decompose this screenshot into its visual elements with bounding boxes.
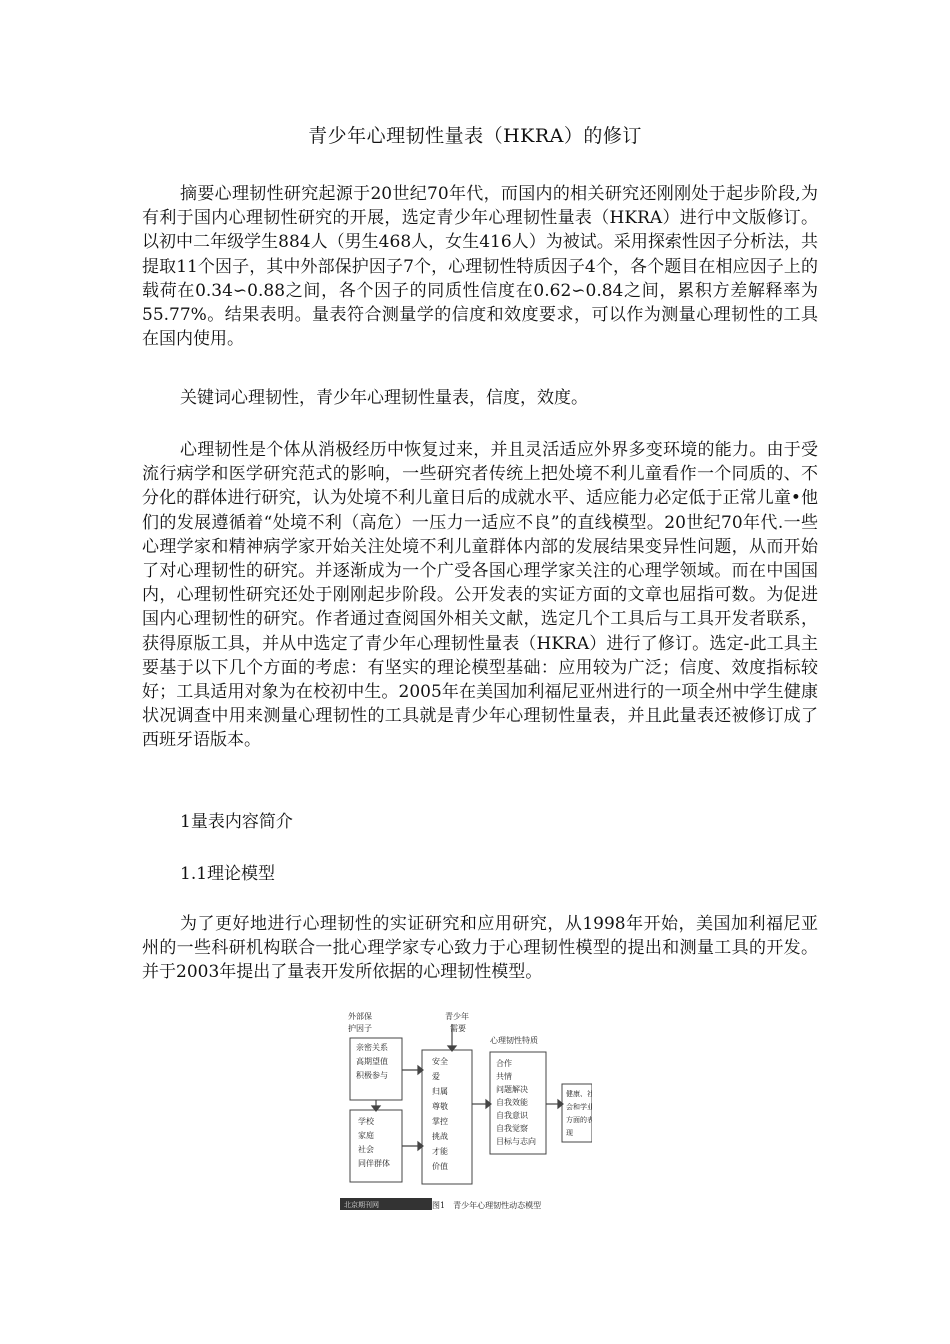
label-youth-1: 青少年 — [445, 1012, 469, 1021]
box1-item: 高期望值 — [356, 1057, 388, 1066]
box5-item: 现 — [566, 1129, 573, 1137]
box1-item: 积极参与 — [356, 1071, 388, 1080]
box4-item: 目标与志向 — [496, 1137, 536, 1146]
box2-item: 同伴群体 — [358, 1159, 390, 1168]
box3-item: 安全 — [432, 1057, 448, 1066]
box4-item: 共情 — [496, 1072, 512, 1081]
box3-item: 掌控 — [432, 1117, 448, 1126]
section-heading-1: 1量表内容简介 — [180, 812, 293, 832]
box3-item: 爱 — [432, 1072, 440, 1081]
label-external-1: 外部保 — [348, 1012, 372, 1021]
box4-item: 问题解决 — [496, 1085, 528, 1094]
document-title: 青少年心理韧性量表（HKRA）的修订 — [308, 125, 642, 147]
box4-item: 自我意识 — [496, 1111, 528, 1120]
box2-item: 学校 — [358, 1117, 374, 1126]
keywords-paragraph: 关键词心理韧性，青少年心理韧性量表，信度，效度。 — [180, 388, 588, 408]
model-paragraph: 为了更好地进行心理韧性的实证研究和应用研究，从1998年开始，美国加利福尼亚州的一些科研机构联合一批心理学家专心致力于心理韧性模型的提出和测量工具的开发。并于2003年提出了量表开发所依据的心理韧性模型。 — [142, 914, 818, 983]
label-youth-2: 需要 — [450, 1024, 466, 1033]
abstract-paragraph: 摘要心理韧性研究起源于20世纪70年代，而国内的相关研究还刚刚处于起步阶段,为有利于国内心理韧性研究的开展，选定青少年心理韧性量表（HKRA）进行中文版修订。以初中二年级学生884人（男生468人，女生416人）为被试。采用探索性因子分析法，共提取11个因子，其中外部保护因子7个，心理韧性特质因子4个，各个题目在相应因子上的载荷在0.34∽0.88之间，各个因子的同质性信度在0.62∽0.84之间，累积方差解释率为55.77%。结果表明。量表符合测量学的信度和效度要求，可以作为测量心理韧性的工具在国内使用。 — [142, 184, 818, 350]
label-traits: 心理韧性特质 — [490, 1036, 538, 1045]
box5-item: 会和学业 — [566, 1103, 592, 1111]
box4-item: 自我效能 — [496, 1098, 528, 1107]
watermark: 北京期刊网 — [344, 1201, 379, 1209]
box3-item: 价值 — [432, 1162, 448, 1171]
model-diagram — [340, 1010, 592, 1214]
box2-item: 社会 — [358, 1145, 374, 1154]
box4-item: 自我觉察 — [496, 1124, 528, 1133]
box3-item: 才能 — [432, 1147, 448, 1156]
box3-item: 归属 — [432, 1087, 448, 1096]
box1-item: 亲密关系 — [356, 1043, 388, 1052]
intro-paragraph: 心理韧性是个体从消极经历中恢复过来，并且灵活适应外界多变环境的能力。由于受流行病学和医学研究范式的影响，一些研究者传统上把处境不利儿童看作一个同质的、不分化的群体进行研究，认为处境不利儿童日后的成就水平、适应能力必定低于正常儿童•他们的发展遵循着“处境不利（高危）一压力一适应不良”的直线模型。20世纪70年代.一些心理学家和精神病学家开始关注处境不利儿童群体内部的发展结果变异性问题，从而开始了对心理韧性的研究。并逐渐成为一个广受各国心理学家关注的心理学领域。而在中国国内，心理韧性研究还处于刚刚起步阶段。公开发表的实证方面的文章也屈指可数。为促进国内心理韧性的研究。作者通过查阅国外相关文献，选定几个工具后与工具开发者联系，获得原版工具，并从中选定了青少年心理韧性量表（HKRA）进行了修订。选定-此工具主要基于以下几个方面的考虑：有坚实的理论模型基础：应用较为广泛；信度、效度指标较好；工具适用对象为在校初中生。2005年在美国加利福尼亚州进行的一项全州中学生健康状况调查中用来测量心理韧性的工具就是青少年心理韧性量表，并且此量表还被修订成了西班牙语版本。 — [142, 440, 818, 751]
label-external-2: 护因子 — [348, 1024, 372, 1033]
box5-item: 方面的表 — [566, 1116, 592, 1124]
box5-item: 健康、社 — [566, 1090, 592, 1098]
figure-caption: 图1 青少年心理韧性动态模型 — [432, 1201, 542, 1210]
box3-item: 尊敬 — [432, 1102, 448, 1111]
resilience-model-figure — [340, 1010, 592, 1214]
box4-item: 合作 — [496, 1059, 512, 1068]
section-heading-1-1: 1.1理论模型 — [180, 864, 276, 884]
box3-item: 挑战 — [432, 1132, 448, 1141]
box2-item: 家庭 — [358, 1131, 374, 1140]
